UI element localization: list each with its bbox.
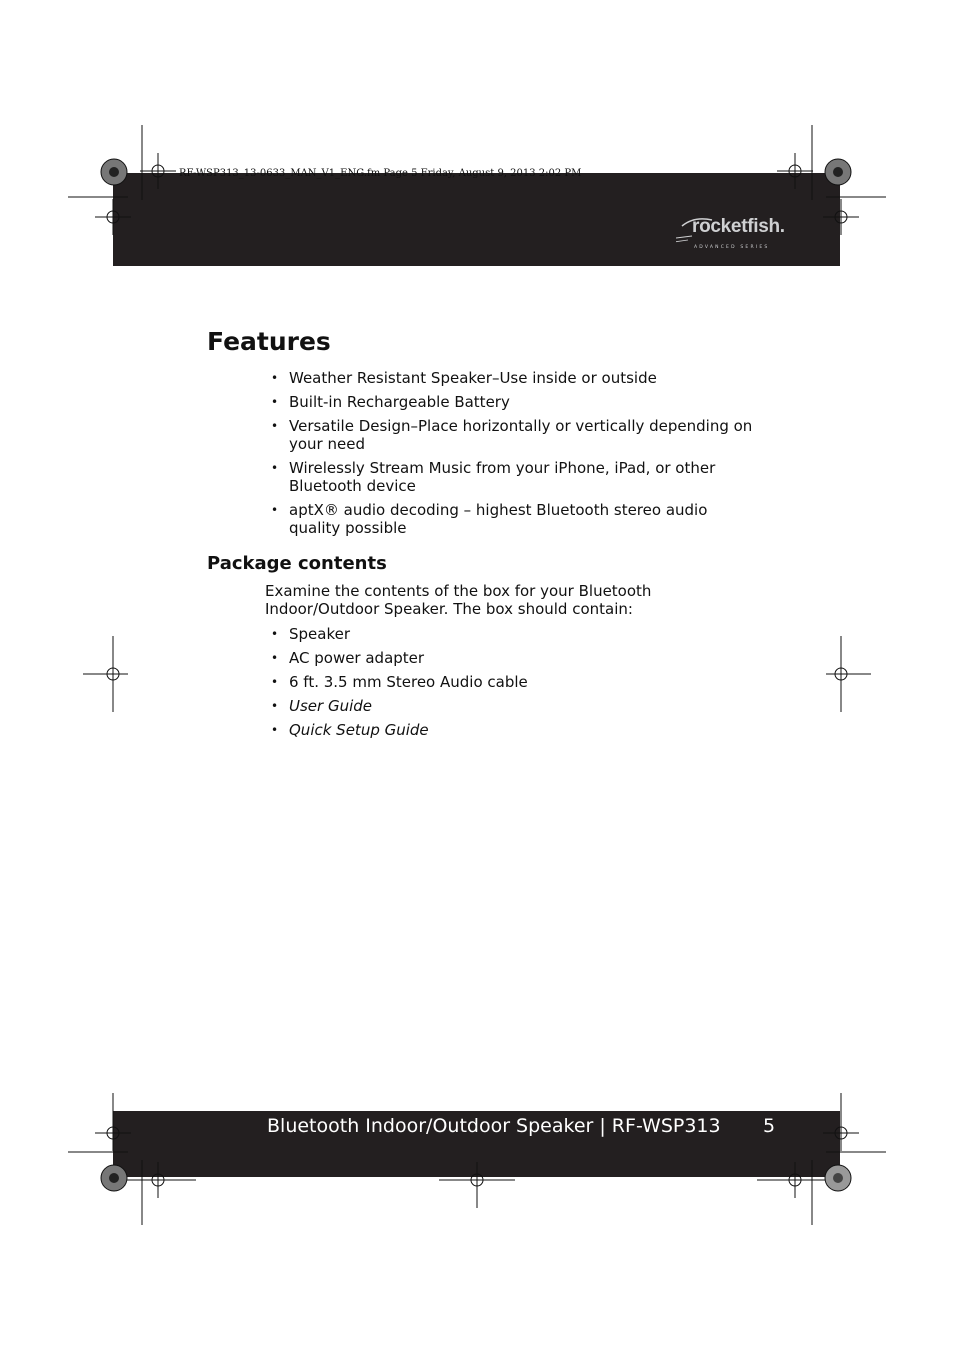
page-number: 5 xyxy=(763,1115,776,1137)
density-target-icon xyxy=(825,1165,851,1191)
footer-title: Bluetooth Indoor/Outdoor Speaker | RF-WSP313 xyxy=(267,1115,721,1137)
list-item: • Wirelessly Stream Music from your iPhone, iPad, or other Bluetooth device xyxy=(266,459,756,495)
registration-mark-icon xyxy=(83,636,128,712)
registration-mark-icon xyxy=(823,1093,859,1151)
registration-mark-icon xyxy=(120,1162,196,1198)
registration-mark-icon xyxy=(826,636,871,712)
list-item: • User Guide xyxy=(266,697,756,715)
registration-mark-icon xyxy=(439,1162,515,1208)
registration-mark-icon xyxy=(823,199,859,235)
package-intro: Examine the contents of the box for your Bluetooth Indoor/Outdoor Speaker. The box should contain: xyxy=(265,582,652,618)
registration-mark-icon xyxy=(140,153,176,189)
list-item: • Speaker xyxy=(266,625,756,643)
list-item: • Quick Setup Guide xyxy=(266,721,756,739)
registration-mark-icon xyxy=(95,199,131,235)
features-heading: Features xyxy=(207,327,331,356)
list-item: • Built-in Rechargeable Battery xyxy=(266,393,756,411)
list-item: • Weather Resistant Speaker–Use inside or outside xyxy=(266,369,756,387)
list-item: • AC power adapter xyxy=(266,649,756,667)
registration-mark-icon xyxy=(777,153,813,189)
list-item: • aptX® audio decoding – highest Bluetooth stereo audio quality possible xyxy=(266,501,756,537)
density-target-icon xyxy=(101,1165,127,1191)
registration-mark-icon xyxy=(95,1093,131,1151)
brand-name: rocketfish. xyxy=(692,216,785,237)
print-slug: RF-WSP313_13-0633_MAN_V1_ENG.fm Page 5 Friday, August 9, 2013 2:02 PM xyxy=(179,168,582,179)
list-item: • 6 ft. 3.5 mm Stereo Audio cable xyxy=(266,673,756,691)
list-item: • Versatile Design–Place horizontally or vertically depending on your need xyxy=(266,417,756,453)
brand-tagline: ADVANCED SERIES xyxy=(694,245,770,250)
package-contents-heading: Package contents xyxy=(207,553,387,574)
registration-mark-icon xyxy=(757,1162,833,1198)
density-target-icon xyxy=(101,159,127,185)
density-target-icon xyxy=(825,159,851,185)
